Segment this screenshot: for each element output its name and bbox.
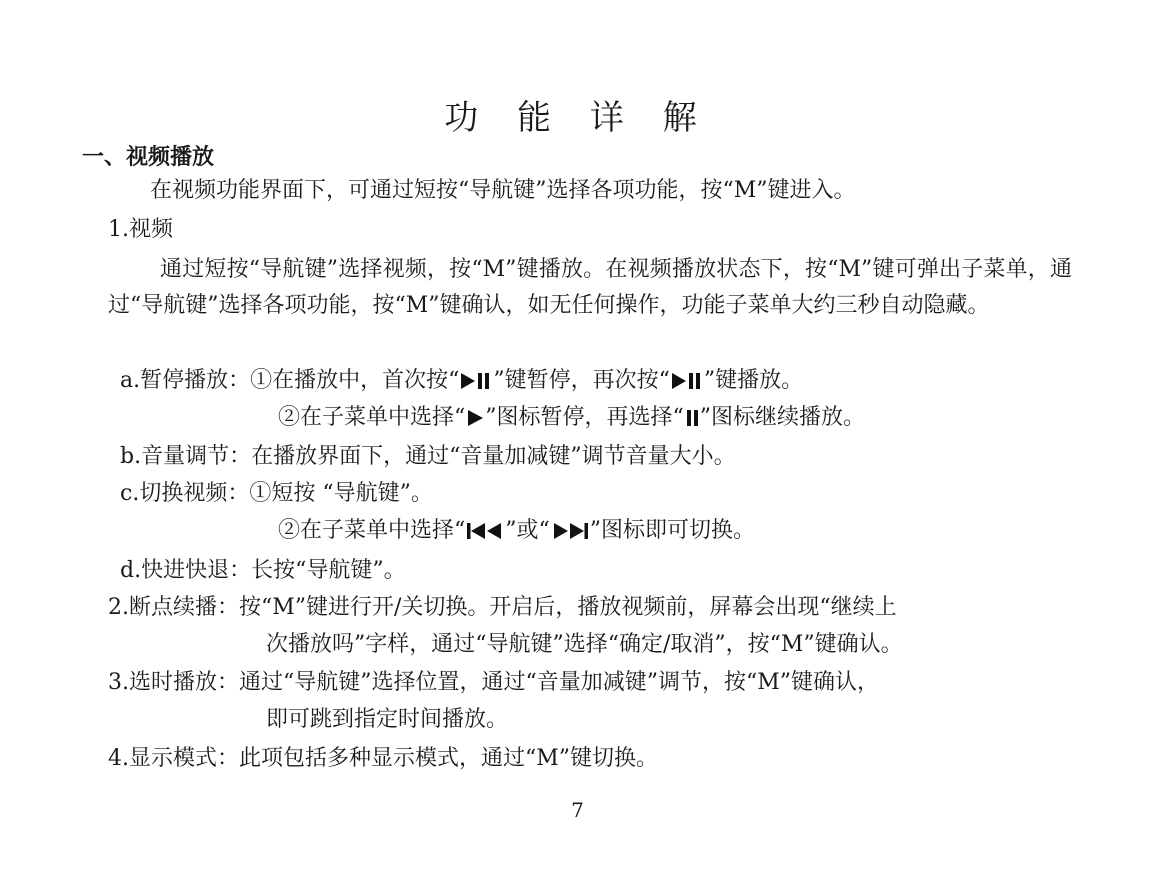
page-title: 功 能 详 解 xyxy=(444,98,711,138)
item3-label: 3.选时播放： xyxy=(108,670,239,695)
item-c-line2 xyxy=(278,514,755,548)
item-a-label: a.暂停播放： xyxy=(120,368,251,393)
item-c-label: c.切换视频： xyxy=(120,481,250,506)
item-c-l2-text3: ”图标即可切换。 xyxy=(589,518,755,543)
item4-label: 4.显示模式： xyxy=(108,746,239,771)
pause-icon xyxy=(684,408,700,428)
item4-line xyxy=(108,742,658,776)
item-a-l1-text1: ①在播放中，首次按“ xyxy=(250,368,460,393)
item-d-text: 长按“导航键”。 xyxy=(251,558,406,583)
item3-line1 xyxy=(108,666,879,700)
item-a-l1-text3: ”键播放。 xyxy=(703,368,804,393)
item1-paragraph: 通过短按“导航键”选择视频，按“M”键播放。在视频播放状态下，按“M”键可弹出子菜单，通过“导航键”选择各项功能，按“M”键确认，如无任何操作，功能子菜单大约三秒自动隐藏。 xyxy=(108,257,1072,318)
item-c-line1 xyxy=(120,477,433,511)
item-c-l1-text: ①短按 “导航键”。 xyxy=(249,481,433,506)
previous-track-icon xyxy=(465,521,505,541)
item2-text2: 次播放吗”字样，通过“导航键”选择“确定/取消”，按“M”键确认。 xyxy=(266,632,903,657)
item-a-l1-text2: ”键暂停，再次按“ xyxy=(493,368,670,393)
item-c-l2-text1: ②在子菜单中选择“ xyxy=(278,518,466,543)
item-a-l2-text1: ②在子菜单中选择“ xyxy=(278,405,466,430)
item-a-l2-text3: ”图标继续播放。 xyxy=(699,405,865,430)
item2-text1: 按“M”键进行开/关切换。开启后，播放视频前，屏幕会出现“继续上 xyxy=(239,595,897,620)
item-a-line2 xyxy=(278,401,865,435)
item-b-text: 在播放界面下，通过“音量加减键”调节音量大小。 xyxy=(251,444,736,469)
play-pause-icon xyxy=(670,371,704,391)
item-a-line1 xyxy=(120,364,803,398)
play-icon xyxy=(465,408,485,428)
item4-text: 此项包括多种显示模式，通过“M”键切换。 xyxy=(239,746,659,771)
item3-text2: 即可跳到指定时间播放。 xyxy=(266,707,509,732)
item3-text1: 通过“导航键”选择位置，通过“音量加减键”调节，按“M”键确认， xyxy=(239,670,880,695)
item-c-l2-text2: ”或“ xyxy=(505,518,550,543)
item-a-l2-text2: ”图标暂停，再选择“ xyxy=(485,405,684,430)
item1-heading: 1.视频 xyxy=(108,217,173,242)
next-track-icon xyxy=(550,521,590,541)
item-d-label: d.快进快退： xyxy=(120,558,252,583)
intro-text: 在视频功能界面下，可通过短按“导航键”选择各项功能，按“M”键进入。 xyxy=(150,178,856,203)
item2-line1 xyxy=(108,591,897,625)
item-b-label: b.音量调节： xyxy=(120,444,252,469)
play-pause-icon xyxy=(459,371,493,391)
page-number: 7 xyxy=(571,798,584,822)
item-b-line xyxy=(120,440,736,474)
item-d-line xyxy=(120,554,406,588)
item2-label: 2.断点续播： xyxy=(108,595,239,620)
section-heading: 一、视频播放 xyxy=(82,145,215,170)
